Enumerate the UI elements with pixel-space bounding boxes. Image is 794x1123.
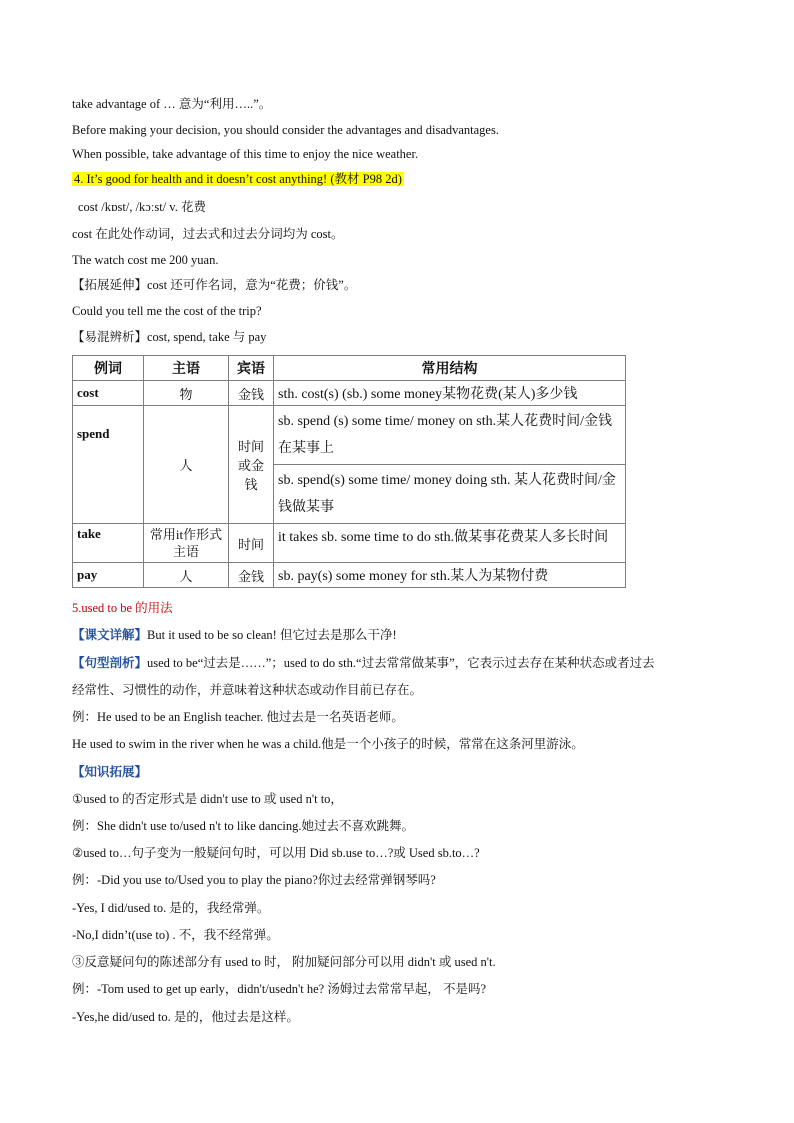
text-line: 例：She didn't use to/used n't to like dancing.她过去不喜欢跳舞。: [72, 819, 414, 833]
text-line: [72, 627, 397, 643]
word-cell: take: [73, 524, 144, 563]
text-line: 经常性、习惯性的动作，并意味着这种状态或动作目前已存在。: [72, 683, 423, 697]
text-line: 例：-Did you use to/Used you to play the piano?你过去经常弹钢琴吗?: [72, 873, 436, 887]
word-cell: cost: [73, 381, 144, 406]
tag-label: 【知识拓展】: [72, 765, 148, 779]
text-line: ②used to…句子变为一般疑问句时，可以用 Did sb.use to…?或 Used sb.to…?: [72, 846, 480, 860]
tag-label: 【句型剖析】: [72, 656, 148, 670]
subject-cell: 人: [144, 563, 229, 588]
text-line: 例：He used to be an English teacher. 他过去是一名英语老师。: [72, 710, 404, 724]
header-cell: 宾语: [229, 356, 274, 381]
tag-text: used to be“过去是……”；used to do sth.“过去常常做某事”，它表示过去存在某种状态或者过去: [147, 656, 655, 670]
table-row: [73, 381, 626, 406]
word-cell: pay: [73, 563, 144, 588]
highlighted-heading: [72, 171, 404, 187]
object-cell: 时间或金钱: [229, 406, 274, 524]
structure-cell: sb. spend (s) some time/ money on sth.某人花费时间/金钱在某事上: [274, 406, 626, 465]
table-header-row: [73, 356, 626, 381]
subject-cell: 物: [144, 381, 229, 406]
table-row: [73, 524, 626, 563]
comparison-table: [72, 355, 626, 588]
text-line: [72, 764, 147, 780]
text-line: -No,I didn’t(use to) . 不，我不经常弹。: [72, 928, 279, 942]
tag-text: But it used to be so clean! 但它过去是那么干净!: [147, 628, 397, 642]
structure-cell: sth. cost(s) (sb.) some money某物花费(某人)多少钱: [274, 381, 626, 406]
header-cell: 常用结构: [274, 356, 626, 381]
text-line: He used to swim in the river when he was a child.他是一个小孩子的时候，常常在这条河里游泳。: [72, 737, 584, 751]
section-title: 5.used to be 的用法: [72, 601, 173, 615]
object-cell: 时间: [229, 524, 274, 563]
text-line: Before making your decision, you should consider the advantages and disadvantages.: [72, 123, 499, 137]
subject-cell: 人: [144, 406, 229, 524]
text-line: -Yes, I did/used to. 是的，我经常弹。: [72, 901, 270, 915]
header-cell: 主语: [144, 356, 229, 381]
text-line: The watch cost me 200 yuan.: [72, 253, 219, 267]
pronunciation-line: cost /kɒst/, /kɔːst/ v. 花费: [78, 200, 206, 214]
table-row: [73, 406, 626, 465]
text-line: 【易混辨析】cost, spend, take 与 pay: [72, 330, 267, 344]
object-cell: 金钱: [229, 563, 274, 588]
text-line: Could you tell me the cost of the trip?: [72, 304, 262, 318]
subject-cell: 常用it作形式主语: [144, 524, 229, 563]
text-line: [72, 655, 655, 671]
structure-cell: sb. pay(s) some money for sth.某人为某物付费: [274, 563, 626, 588]
heading-text: 4. It’s good for health and it doesn’t cost anything! (教材 P98 2d): [74, 172, 402, 186]
text-line: take advantage of … 意为“利用…..”。: [72, 97, 272, 111]
structure-cell: it takes sb. some time to do sth.做某事花费某人多长时间: [274, 524, 626, 563]
text-line: When possible, take advantage of this time to enjoy the nice weather.: [72, 147, 419, 161]
header-cell: 例词: [73, 356, 144, 381]
text-line: 例：-Tom used to get up early，didn't/usedn't he? 汤姆过去常常早起， 不是吗?: [72, 982, 486, 996]
object-cell: 金钱: [229, 381, 274, 406]
table-row: [73, 563, 626, 588]
text-line: ①used to 的否定形式是 didn't use to 或 used n't to，: [72, 792, 343, 806]
structure-cell: sb. spend(s) some time/ money doing sth. 某人花费时间/金钱做某事: [274, 465, 626, 524]
text-line: cost 在此处作动词，过去式和过去分词均为 cost。: [72, 227, 344, 241]
text-line: 【拓展延伸】cost 还可作名词，意为“花费；价钱”。: [72, 278, 357, 292]
text-line: -Yes,he did/used to. 是的，他过去是这样。: [72, 1010, 299, 1024]
word-cell: spend: [73, 406, 144, 524]
tag-label: 【课文详解】: [72, 628, 148, 642]
text-line: ③反意疑问句的陈述部分有 used to 时， 附加疑问部分可以用 didn't 或 used n't.: [72, 955, 496, 969]
